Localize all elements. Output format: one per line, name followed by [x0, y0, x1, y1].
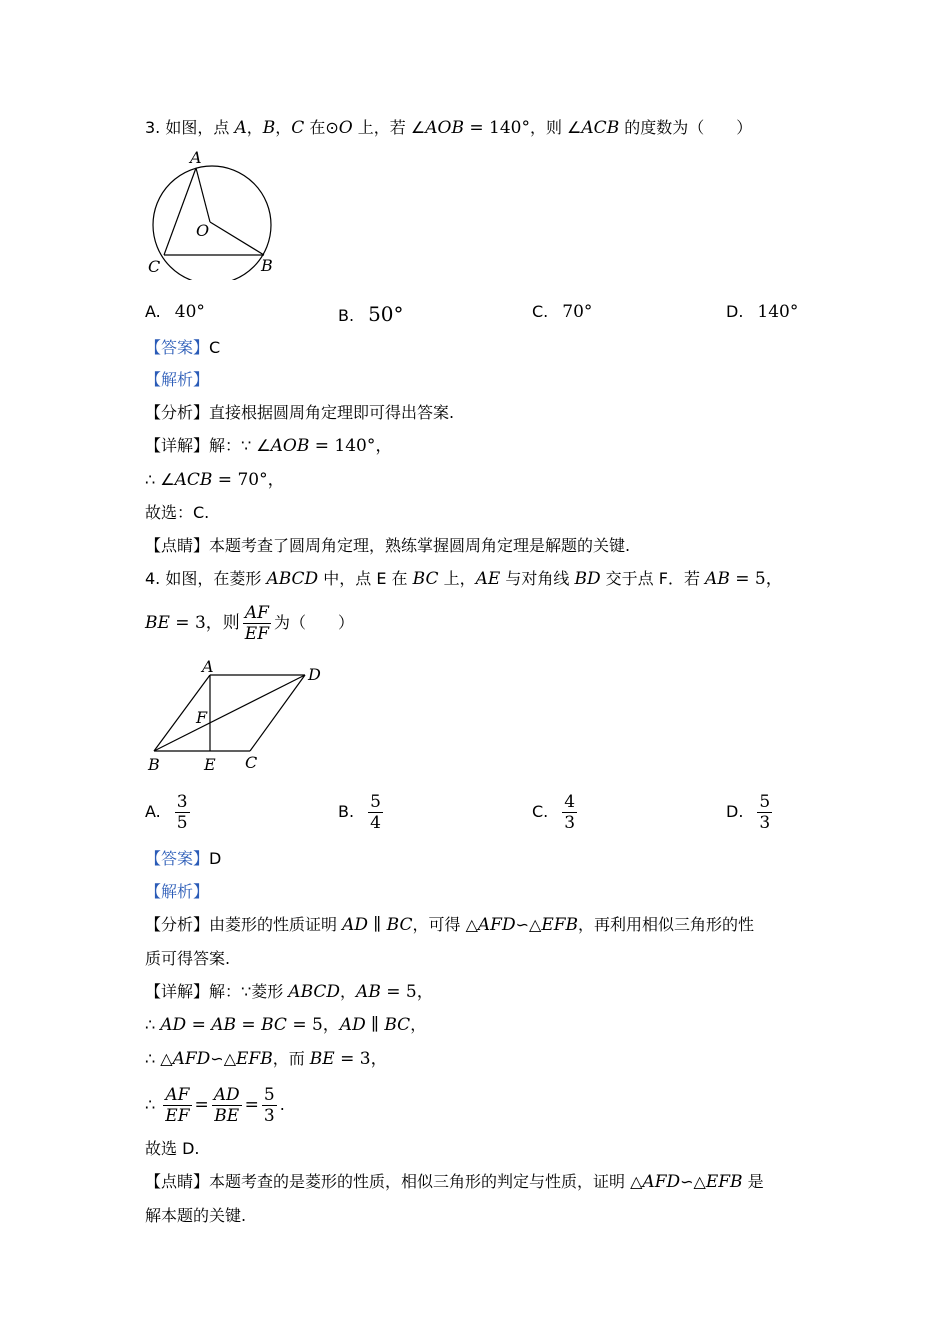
q3-option-d: D. 140° [726, 302, 799, 322]
q4-answer: 【答案】D [145, 849, 222, 868]
side-dc [250, 675, 305, 751]
label-a: A [202, 657, 214, 676]
fraction-af-ef: $\frac{AF}{EF}$ [165, 1085, 190, 1126]
label-b: B [148, 755, 160, 774]
q4-option-a: A. $\frac{3}{5}$ [145, 792, 188, 833]
q3-therefore: ∴ ∠ACB = 70°， [145, 470, 285, 490]
label-c: C [148, 257, 161, 276]
q3-stem: 3. 如图，点 A，B，C 在⊙O 上，若 ∠AOB = 140°，则 ∠ACB 的度数为（ ） [145, 118, 753, 138]
q3-detail: 【详解】解：∵ ∠AOB = 140°， [145, 436, 393, 456]
q4-detail-line2: ∴ AD = AB = BC = 5，AD ∥ BC， [145, 1015, 427, 1035]
q3-option-a: A. 40° [145, 302, 205, 322]
q4-stem-line1: 4. 如图，在菱形 ABCD 中，点 E 在 BC 上，AE 与对角线 BD 交于点 F．若 AB = 5， [145, 569, 783, 589]
q4-comment-line1: 【点睛】本题考查的是菱形的性质，相似三角形的判定与性质，证明 △AFD∽△EFB 是 [145, 1172, 764, 1192]
q4-fenxi-line1: 【分析】由菱形的性质证明 AD ∥ BC，可得 △AFD∽△EFB，再利用相似三角形的性 [145, 915, 755, 935]
label-a: A [190, 148, 202, 167]
q4-detail-line3: ∴ △AFD∽△EFB，而 BE = 3， [145, 1049, 388, 1069]
q3-analysis-tag: 【解析】 [145, 370, 210, 389]
fraction-5-3: $\frac{5}{3}$ [263, 1085, 275, 1126]
label-o: O [196, 221, 210, 240]
q4-detail: 【详解】解：∵菱形 ABCD，AB = 5， [145, 982, 434, 1002]
q4-option-b: B. $\frac{5}{4}$ [338, 792, 381, 833]
q3-option-b: B. 50° [338, 302, 404, 326]
q3-answer: 【答案】C [145, 338, 221, 357]
label-b: B [261, 256, 273, 275]
fraction-ad-be: $\frac{AD}{BE}$ [213, 1085, 240, 1126]
q4-option-d: D. $\frac{5}{3}$ [726, 792, 771, 833]
q4-analysis-tag: 【解析】 [145, 882, 210, 901]
q3-comment: 【点睛】本题考查了圆周角定理，熟练掌握圆周角定理是解题的关键. [145, 536, 631, 555]
label-e: E [204, 755, 216, 774]
q3-option-c: C. 70° [532, 302, 593, 322]
q4-rhombus-figure [140, 655, 340, 777]
fraction-af-ef: $\frac{AF}{EF}$ [244, 603, 269, 644]
q4-choose: 故选 D. [145, 1139, 200, 1158]
diagonal-bd [154, 675, 305, 751]
q3-fenxi: 【分析】直接根据圆周角定理即可得出答案. [145, 403, 455, 422]
q3-choose: 故选：C. [145, 503, 210, 522]
q4-fenxi-line2: 质可得答案. [145, 949, 231, 968]
segment-ob [210, 222, 264, 255]
q4-stem-line2: BE = 3，则 $\frac{AF}{EF}$ 为（ ） [145, 603, 355, 644]
label-d: D [308, 665, 321, 684]
q3-circle-figure [140, 145, 290, 280]
segment-ao [196, 168, 210, 222]
label-f: F [196, 708, 208, 727]
q4-option-c: C. $\frac{4}{3}$ [532, 792, 576, 833]
label-c: C [245, 753, 258, 772]
segment-ac [164, 168, 196, 255]
q4-detail-line4: ∴ $\frac{AF}{EF}$ = $\frac{AD}{BE}$ = $\frac{5}{3}$ . [145, 1085, 285, 1126]
q4-comment-line2: 解本题的关键. [145, 1206, 247, 1225]
